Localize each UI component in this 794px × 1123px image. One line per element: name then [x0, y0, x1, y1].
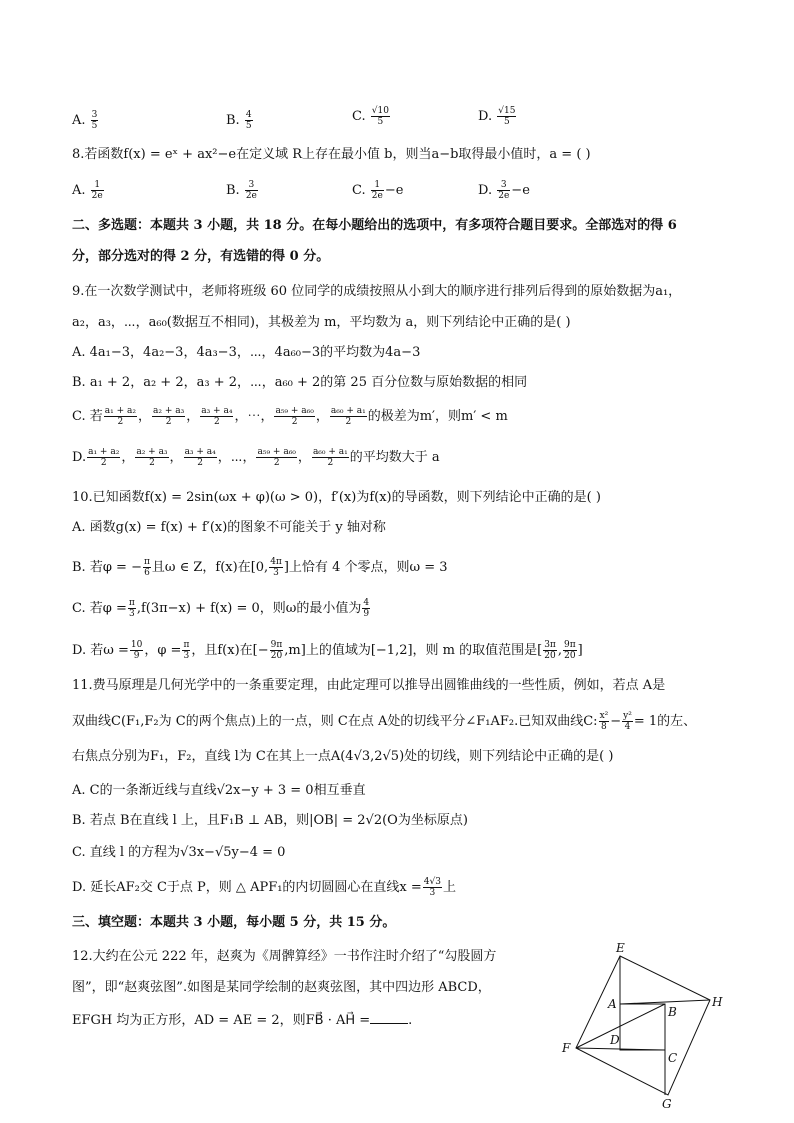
- q9-option-b: B. a₁ + 2，a₂ + 2，a₃ + 2，⋯，a₆₀ + 2的第 25 百分位数与原始数据的相同: [72, 375, 528, 390]
- q9-option-d: D. $\frac{\text{a₁ + a₂}}{2}$ ， $\frac{\text{a₂ + a₃}}{2}$ ， $\frac{\text{a₃ + a₄}}{2}$ ，⋯， $\frac{\text{a₅₉ + a₆₀}}{2}$ ， $\frac{\text{a₆₀ + a₁}}{2}$ 的平均数大于 a: [72, 447, 440, 468]
- q11-option-b: B. 若点 B在直线 l 上，且F₁B ⊥ AB，则|OB| = 2√2(O为坐标原点): [72, 813, 468, 828]
- q10-option-b: B. 若φ = − $\frac{\pi}{6}$ 且ω ∈ Z，f(x)在[0, $\frac{4\pi}{3}$ ]上恰有 4 个零点，则ω = 3: [72, 557, 448, 578]
- q9-option-c: C. 若 $\frac{\text{a₁ + a₂}}{2}$ ， $\frac{\text{a₂ + a₃}}{2}$ ， $\frac{\text{a₃ + a₄}}{2}$ ，⋯， $\frac{\text{a₅₉ + a₆₀}}{2}$ ， $\frac{\text{a₆₀ + a₁}}{2}$ 的极差为m′，则m′ < m: [72, 406, 508, 427]
- label-e: E: [616, 941, 625, 955]
- q10-stem: 10.已知函数f(x) = 2sin(ωx + φ)(ω > 0)，f′(x)为f(x)的导函数，则下列结论中正确的是( ): [72, 490, 601, 505]
- label-f: F: [562, 1041, 571, 1055]
- q10-option-a: A. 函数g(x) = f(x) + f′(x)的图象不可能关于 y 轴对称: [72, 520, 386, 535]
- label-b: B: [668, 1005, 677, 1019]
- label-h: H: [712, 995, 723, 1009]
- q11-stem-line3: 右焦点分别为F₁，F₂，直线 l为 C在其上一点A(4√3,2√5)处的切线，则下列结论中正确的是( ): [72, 749, 614, 764]
- section2-heading-line2: 分，部分选对的得 2 分，有选错的得 0 分。: [72, 249, 330, 264]
- q12-line3: EFGH 均为正方形，AD = AE = 2，则FB⃗ · AH⃗ = .: [72, 1013, 413, 1028]
- q8-option-d: D. $\frac{3}{2e}$ −e: [478, 180, 530, 201]
- q7-option-d: D. $\frac{√15}{5}$: [478, 106, 516, 127]
- q12-line2: 图”，即“赵爽弦图”.如图是某同学绘制的赵爽弦图，其中四边形 ABCD，: [72, 980, 491, 995]
- square-abcd: [620, 1004, 665, 1050]
- segment-ah: [620, 1000, 710, 1004]
- q8-stem: 8.若函数f(x) = eˣ + ax²−e在定义域 R上存在最小值 b，则当a−b取得最小值时，a = ( ): [72, 147, 591, 162]
- q10-option-c: C. 若φ = $\frac{\pi}{3}$ ,f(3π−x) + f(x) = 0，则ω的最小值为 $\frac{4}{9}$: [72, 598, 370, 619]
- square-efgh: [576, 956, 710, 1095]
- q9-stem-line2: a₂，a₃，⋯，a₆₀(数据互不相同)，其极差为 m，平均数为 a，则下列结论中正确的是( ): [72, 315, 571, 330]
- section3-heading: 三、填空题：本题共 3 小题，每小题 5 分，共 15 分。: [72, 915, 396, 930]
- label-c: C: [668, 1051, 678, 1065]
- q7-option-a: A. $\frac{3}{5}$: [72, 110, 98, 131]
- q9-stem-line1: 9.在一次数学测试中，老师将班级 60 位同学的成绩按照从小到大的顺序进行排列后得到的原始数据为a₁，: [72, 284, 682, 299]
- q11-option-d: D. 延长AF₂交 C于点 P，则 △ APF₁的内切圆圆心在直线x = $\frac{4√3}{3}$ 上: [72, 877, 456, 898]
- q8-option-b: B. $\frac{3}{2e}$: [226, 180, 257, 201]
- answer-blank: [370, 1011, 408, 1024]
- q9-option-a: A. 4a₁−3，4a₂−3，4a₃−3，⋯，4a₆₀−3的平均数为4a−3: [72, 345, 421, 360]
- q8-option-c: C. $\frac{1}{2e}$ −e: [352, 180, 404, 201]
- label-a: A: [608, 997, 617, 1011]
- q11-stem-line1: 11.费马原理是几何光学中的一条重要定理，由此定理可以推导出圆锥曲线的一些性质，例如，若点 A是: [72, 678, 666, 693]
- q11-stem-line2: 双曲线C(F₁,F₂为 C的两个焦点)上的一点，则 C在点 A处的切线平分∠F₁AF₂.已知双曲线C: $\frac{\text{x²}}{8}$ − $\frac{\text{y²}}{4}$ = 1的左、: [72, 711, 697, 732]
- q12-line1: 12.大约在公元 222 年，赵爽为《周髀算经》一书作注时介绍了“勾股圆方: [72, 949, 497, 964]
- zhao-shuang-figure: [560, 940, 750, 1110]
- q7-option-c: C. $\frac{√10}{5}$: [352, 106, 389, 127]
- q10-option-d: D. 若ω = $\frac{10}{9}$ ，φ = $\frac{\pi}{3}$ ，且f(x)在[− $\frac{9\pi}{20}$ ,m]上的值域为[−1,2]，则 m 的取值范围是[ $\frac{3\pi}{20}$ , $\frac{9\pi}{20}$ ]: [72, 640, 583, 661]
- label-d: D: [610, 1033, 620, 1047]
- q7-option-b: B. $\frac{4}{5}$: [226, 110, 252, 131]
- label-g: G: [662, 1097, 672, 1110]
- section2-heading-line1: 二、多选题：本题共 3 小题，共 18 分。在每小题给出的选项中，有多项符合题目要求。全部选对的得 6: [72, 218, 677, 233]
- q8-option-a: A. $\frac{1}{2e}$: [72, 180, 103, 201]
- q11-option-c: C. 直线 l 的方程为√3x−√5y−4 = 0: [72, 845, 286, 860]
- q11-option-a: A. C的一条渐近线与直线√2x−y + 3 = 0相互垂直: [72, 783, 366, 798]
